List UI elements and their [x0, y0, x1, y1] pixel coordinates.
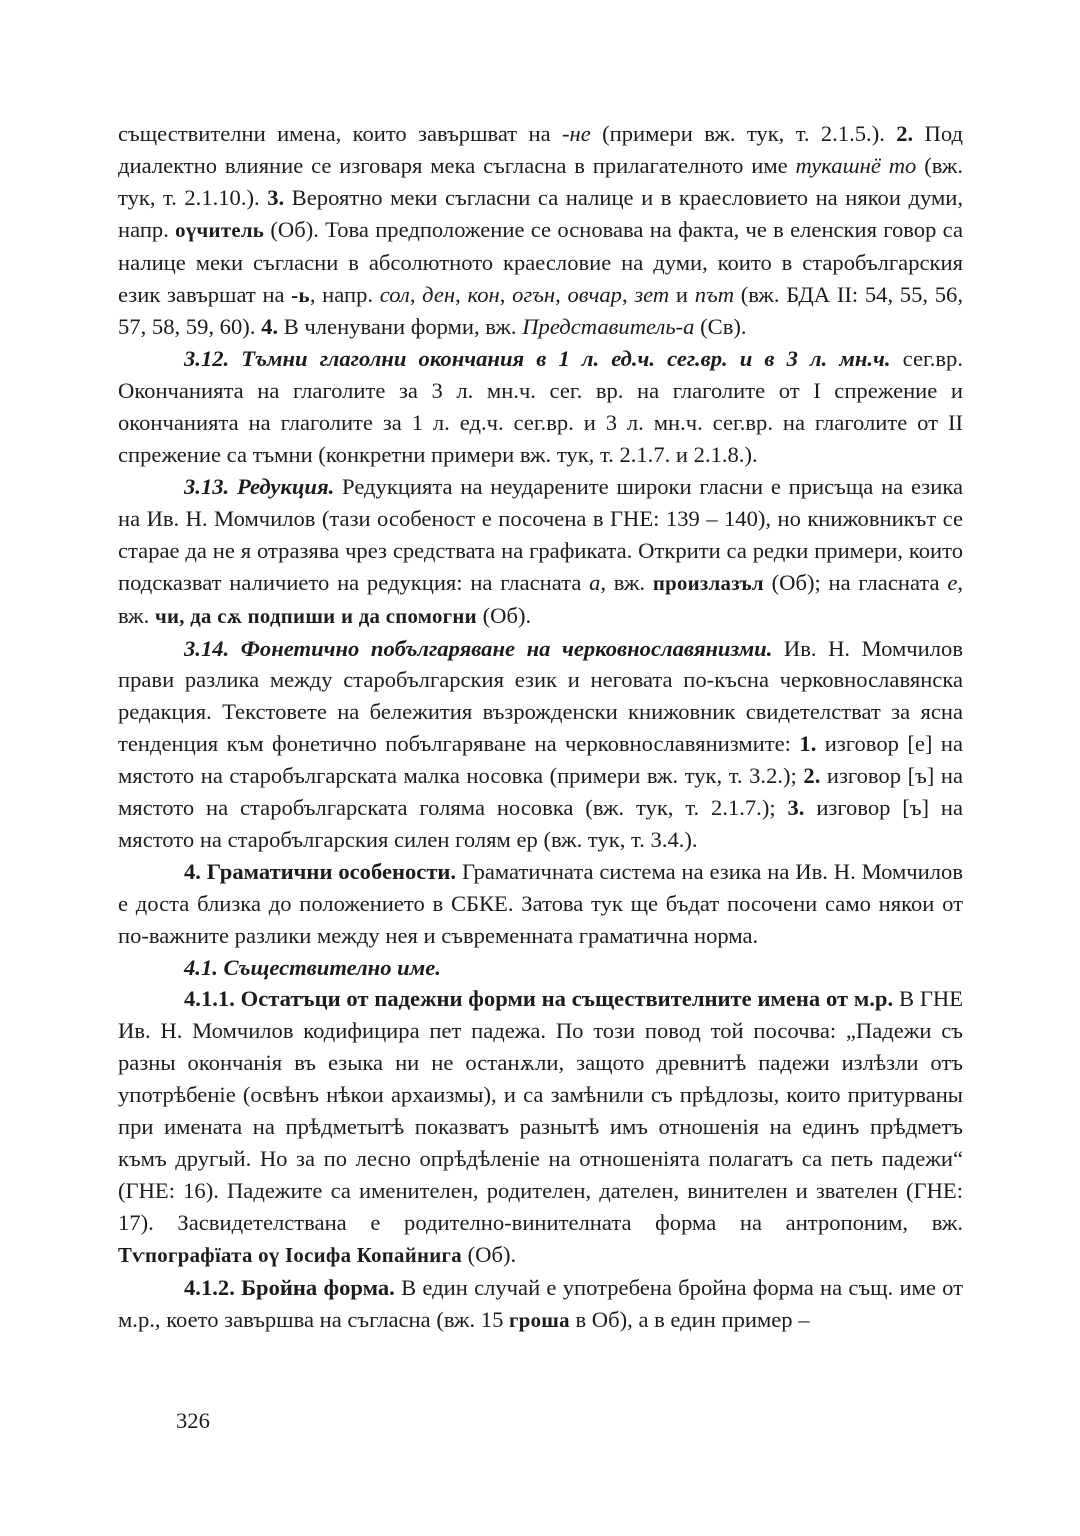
italic-term: път: [694, 281, 735, 307]
italic-term: кон: [467, 281, 500, 307]
bold-marker: 2.: [896, 121, 914, 146]
text-run: В един случай е употребена бройна форма на същ. име от м.р., което завършва на съгласна (вж. 15: [118, 1274, 963, 1332]
italic-term: зет: [634, 281, 670, 307]
church-slavonic-quote: оүчитель: [175, 218, 265, 242]
paragraph: [118, 983, 963, 1271]
church-slavonic-quote: гроша: [509, 1308, 570, 1332]
text-run: ,: [455, 281, 468, 307]
text-run: ,: [499, 281, 513, 307]
text-run: Вероятно меки съгласни са налице и в краесловието на някои думи, напр.: [118, 184, 963, 242]
text-run: , напр.: [309, 281, 380, 307]
bold-marker: 3.: [787, 795, 805, 821]
document-page: [118, 118, 963, 1336]
text-run: в Об), а в един пример –: [569, 1306, 810, 1332]
text-run: В членувани форми, вж.: [278, 314, 523, 340]
text-run: изговор [ъ] на мястото на старобългарския силен голям ер (вж. тук, т. 3.4.).: [118, 795, 964, 852]
italic-term: -не: [562, 121, 591, 146]
bold-marker: 4. Граматични особености.: [184, 858, 457, 884]
section-heading: 4.1. Съществително име.: [184, 954, 441, 980]
church-slavonic-quote: -ь: [291, 283, 310, 307]
section-heading: 3.14. Фонетично побългаряване на черковнославянизми.: [184, 635, 773, 661]
paragraph: [118, 952, 963, 984]
paragraph: [118, 471, 963, 633]
italic-term: овчар: [567, 281, 622, 307]
text-run: и: [669, 281, 695, 307]
text-run: изговор [е] на мястото на старобългарската малка носовка (примери вж. тук, т. 3.2.);: [118, 731, 964, 789]
text-run: (Об).: [462, 1241, 517, 1267]
text-run: Граматичната система на езика на Ив. Н. Момчилов е доста близка до положението в СБКЕ. Затова тук ще бъдат посочени само някои от по-важните разлики между нея и съвременната граматична норма.: [118, 858, 963, 948]
bold-marker: 4.1.2. Бройна форма.: [184, 1274, 395, 1300]
bold-marker: 3.: [267, 184, 285, 210]
text-run: , вж.: [118, 569, 963, 628]
page-number: 326: [176, 1408, 210, 1433]
bold-marker: 2.: [803, 763, 821, 789]
bold-marker: 4.: [261, 314, 279, 340]
italic-term: тукашнё то: [795, 152, 917, 178]
text-run: (Об).: [476, 602, 532, 628]
text-run: (Об); на гласната: [763, 569, 948, 595]
church-slavonic-quote: произлазъл: [652, 571, 764, 595]
section-heading: 3.12. Тъмни глаголни окончания в 1 л. ед.ч. сег.вр. и в 3 л. мн.ч.: [184, 346, 891, 372]
paragraph: [118, 343, 963, 471]
paragraph: [118, 633, 963, 856]
text-run: (вж. БДА II: 54, 55, 56, 57, 58, 59, 60).: [118, 281, 964, 340]
text-run: Ив. Н. Момчилов прави разлика между старобългарския език и неговата по-късна черковнославянска редакция. Текстовете на бележития възрожденски книжовник свидетелстват за ясна тенденция към фонетично побългаряване на черковнославянизмите:: [118, 635, 963, 757]
text-run: (вж. тук, т. 2.1.10.).: [118, 152, 963, 210]
italic-term: ден: [422, 281, 456, 307]
text-run: (примери вж. тук, т. 2.1.5.).: [590, 121, 897, 146]
bold-marker: 1.: [799, 731, 817, 757]
church-slavonic-quote: Тѵпографїата оү Іосифа Копайнига: [118, 1243, 462, 1267]
text-run: сег.вр. Окончанията на глаголите за 3 л. мн.ч. сег. вр. на глаголите от I спрежение и окончанията на глаголите за 1 л. ед.ч. сег.вр. и 3 л. мн.ч. сег.вр. на глаголите от II спрежение са тъмни (конкретни примери вж. тук, т. 2.1.7. и 2.1.8.).: [118, 346, 963, 468]
italic-term: огън: [512, 281, 556, 307]
paragraph: [118, 1272, 963, 1337]
text-run: Редукцията на неударените широки гласни е присъща на езика на Ив. Н. Момчилов (тази особеност е посочена в ГНЕ: 139 – 140), но книжовникът се старае да не я отразява чрез средствата на графиката. Открити са редки примери, които подсказват наличието на редукция: на гласната: [118, 473, 963, 595]
paragraph: [118, 856, 963, 952]
italic-term: сол: [379, 281, 410, 307]
text-run: ,: [621, 281, 635, 307]
text-run: В ГНЕ Ив. Н. Момчилов кодифицира пет падежа. По този повод той посочва: „Падежи съ разны окончанія въ езыка ни не останѫли, защото древнитѣ падежи излѣзли отъ употрѣбеніе (освѣнъ нѣкои архаизмы), и са замѣнили съ прѣдлозы, които притурваны при имената на прѣдметытѣ показватъ разнытѣ имъ отношенія на единъ прѣдметъ къмъ другый. Но за по лесно опрѣдѣленіе на отношеніята полагатъ са петь падежи“ (ГНЕ: 16). Падежите са именителен, родителен, дателен, винителен и звателен (ГНЕ: 17). Засвидетелствана е родително-винителната форма на антропоним, вж.: [118, 986, 963, 1235]
church-slavonic-quote: чи, да сѫ подпиши и да спомогни: [154, 604, 477, 628]
paragraph: [118, 118, 963, 343]
italic-term: е: [947, 569, 958, 595]
text-run: съществителни имена, които завършват на: [118, 121, 563, 146]
text-run: (Об). Това предположение се основава на факта, че в еленския говор са налице меки съгласни в абсолютното краесловие на думи, които в старобългарския език завършат на: [118, 216, 963, 307]
bold-marker: 4.1.1. Остатъци от падежни форми на съществителните имена от м.р.: [184, 986, 894, 1012]
text-run: Под диалектно влияние се изговаря мека съгласна в прилагателното име: [118, 121, 963, 178]
text-run: ,: [409, 281, 423, 307]
text-run: изговор [ъ] на мястото на старобългарската голяма носовка (вж. тук, т. 2.1.7.);: [118, 763, 964, 821]
text-run: , вж.: [600, 569, 653, 595]
italic-term: Представитель-а: [522, 314, 695, 340]
section-heading: 3.13. Редукция.: [184, 473, 335, 499]
text-run: ,: [555, 281, 568, 307]
text-run: (Св).: [694, 314, 747, 340]
italic-term: а: [589, 569, 601, 595]
